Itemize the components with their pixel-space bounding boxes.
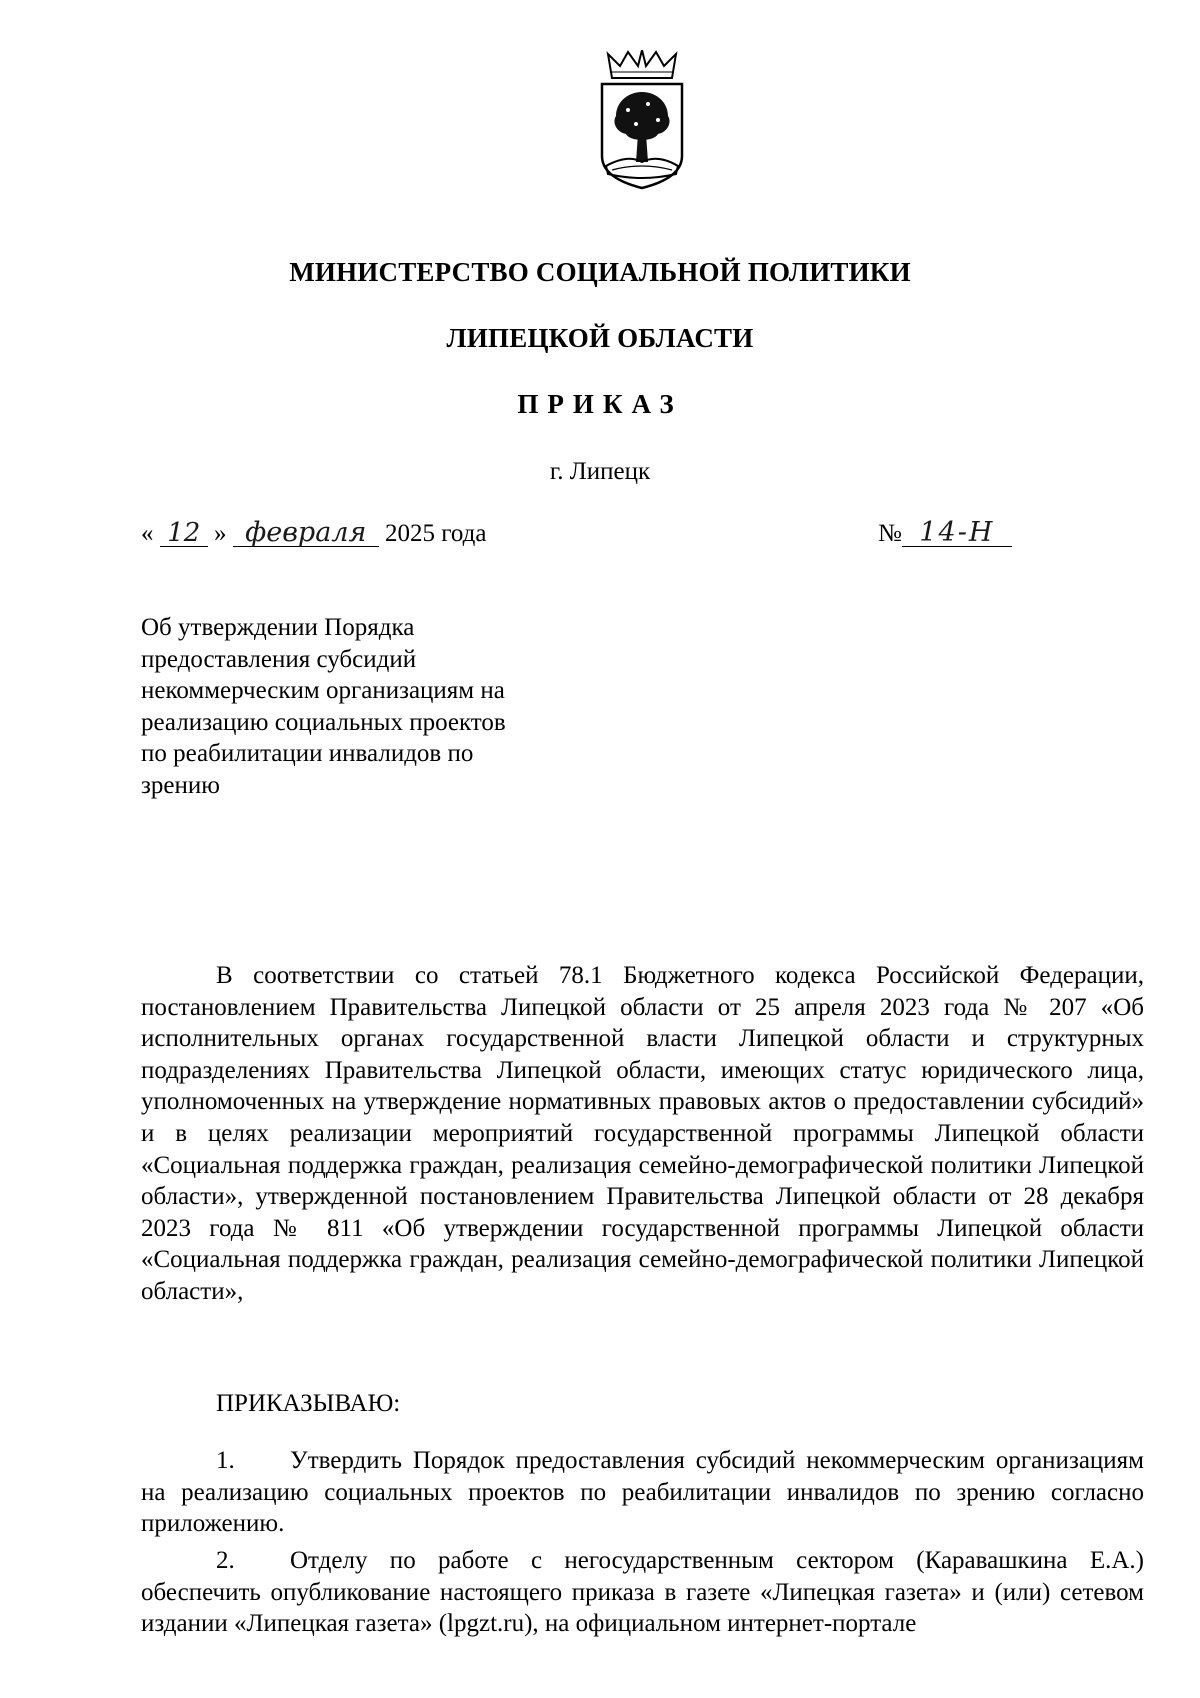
date-open-quote: « (141, 520, 154, 547)
city-line: г. Липецк (549, 458, 651, 485)
date-month-handwritten: февраля (233, 520, 379, 547)
list-item-number: 1. (216, 1447, 235, 1474)
ministry-heading: МИНИСТЕРСТВО СОЦИАЛЬНОЙ ПОЛИТИКИ (289, 257, 911, 287)
date-close-quote: » (214, 520, 227, 547)
document-subject: Об утверждении Порядка предоставления субсидий некоммерческим организациям на реализацию социальных проектов по реабилитации инвалидов по зрению (141, 614, 506, 799)
preamble-paragraph: В соответствии со статьей 78.1 Бюджетного кодекса Российской Федерации, постановлением Правительства Липецкой области от 25 апреля 2023 года № 207 «Об исполнительных органах государственной власти Липецкой области и структурных подразделениях Правительства Липецкой области, имеющих статус юридического лица, уполномоченных на утверждение нормативных правовых актов о предоставлении субсидий» и в целях реализации мероприятий государственной программы Липецкой области «Социальная поддержка граждан, реализация семейно-демографической политики Липецкой области», утвержденной постановлением Правительства Липецкой области от 28 декабря 2023 года № 811 «Об утверждении государственной программы Липецкой области «Социальная поддержка граждан, реализация семейно-демографической политики Липецкой области», (141, 962, 1144, 1305)
document-number (878, 517, 1012, 548)
date-day-handwritten: 12 (160, 520, 208, 547)
list-item-number: 2. (216, 1547, 235, 1574)
number-prefix: № (878, 520, 902, 547)
document-type-heading: ПРИКАЗ (517, 389, 683, 419)
list-item (141, 1445, 1144, 1540)
number-value-handwritten: 14-Н (902, 520, 1012, 547)
lipetsk-coat-of-arms-icon (598, 50, 686, 190)
document-date (141, 517, 487, 548)
date-year: 2025 года (385, 520, 487, 547)
list-item-text: Утвердить Порядок предоставления субсидий некоммерческим организациям на реализацию социальных проектов по реабилитации инвалидов по зрению согласно приложению. (141, 1447, 1144, 1538)
list-item-text: Отделу по работе с негосударственным сектором (Каравашкина Е.А.) обеспечить опубликование настоящего приказа в газете «Липецкая газета» и (или) сетевом издании «Липецкая газета» (lpgzt.ru), на официальном интернет-портале (141, 1547, 1144, 1638)
list-item (141, 1545, 1144, 1640)
region-heading: ЛИПЕЦКОЙ ОБЛАСТИ (446, 323, 754, 353)
decree-word: ПРИКАЗЫВАЮ: (216, 1390, 401, 1417)
